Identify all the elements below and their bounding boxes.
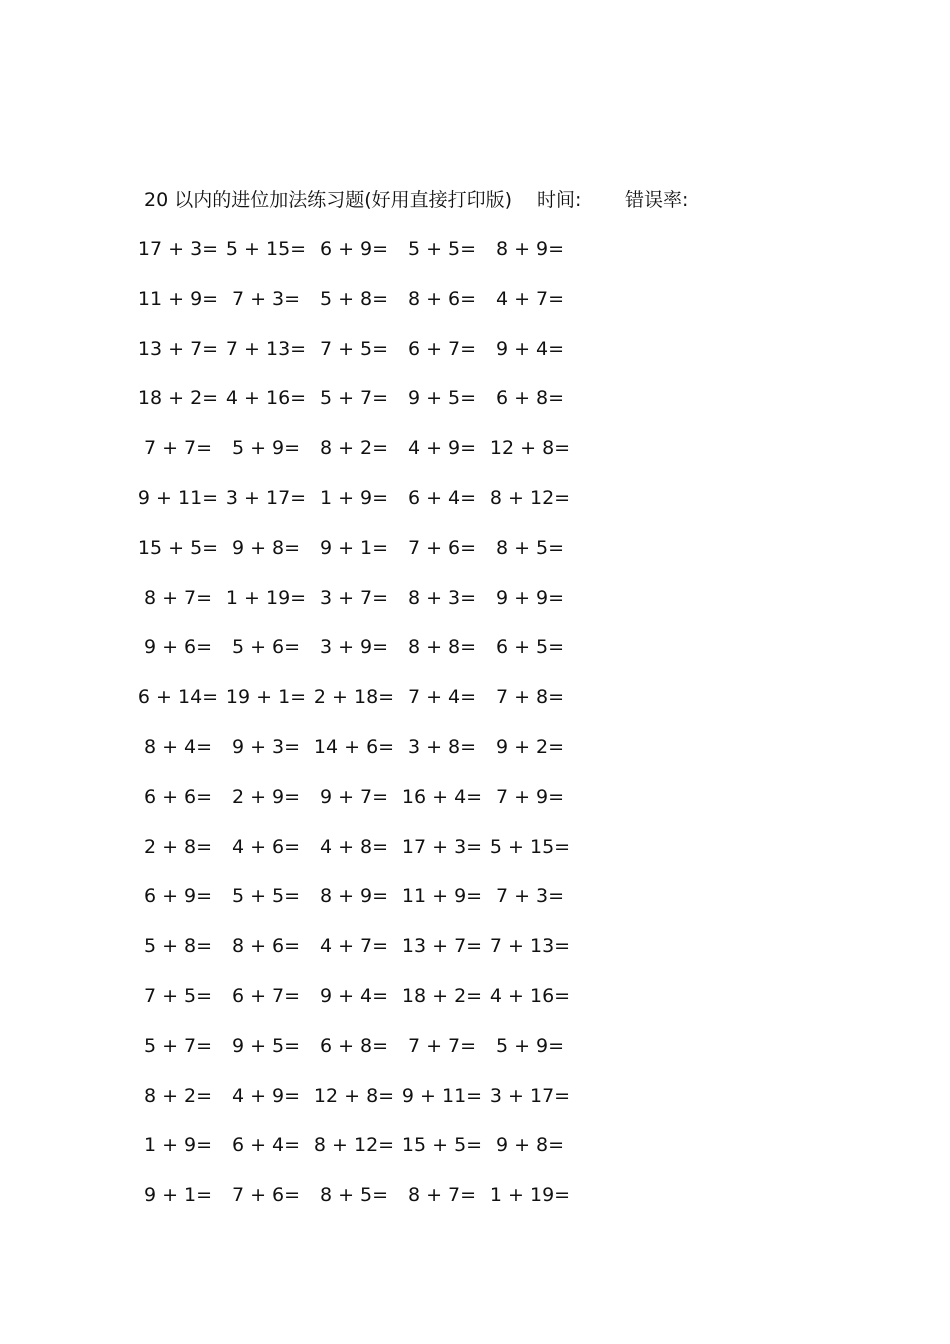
addition-problem: 7 + 13= bbox=[489, 935, 571, 958]
addition-problem: 6 + 6= bbox=[143, 785, 213, 808]
addition-problem: 9 + 11= bbox=[401, 1084, 483, 1107]
addition-problem: 4 + 8= bbox=[319, 835, 389, 858]
addition-problem: 9 + 1= bbox=[143, 1184, 213, 1207]
addition-problem: 9 + 1= bbox=[319, 536, 389, 559]
addition-problem: 6 + 9= bbox=[319, 238, 389, 260]
problem-row bbox=[130, 336, 610, 386]
addition-problem: 8 + 6= bbox=[231, 935, 301, 958]
problem-row bbox=[130, 535, 610, 585]
worksheet-title: 20 以内的进位加法练习题(好用直接打印版) bbox=[144, 189, 513, 211]
addition-problem: 4 + 16= bbox=[489, 984, 571, 1007]
addition-problem: 5 + 9= bbox=[231, 437, 301, 460]
addition-problem: 9 + 4= bbox=[495, 337, 565, 360]
addition-problem: 2 + 18= bbox=[313, 686, 395, 709]
addition-problem: 18 + 2= bbox=[401, 984, 483, 1007]
addition-problem: 1 + 19= bbox=[489, 1184, 571, 1207]
addition-problem: 7 + 3= bbox=[231, 287, 301, 310]
time-label: 时间: bbox=[537, 189, 582, 211]
addition-problem: 8 + 2= bbox=[143, 1084, 213, 1107]
addition-problem: 8 + 8= bbox=[407, 636, 477, 659]
problem-row bbox=[130, 385, 610, 435]
addition-problem: 7 + 3= bbox=[495, 885, 565, 908]
addition-problem: 6 + 14= bbox=[137, 686, 219, 709]
addition-problem: 5 + 15= bbox=[489, 835, 571, 858]
addition-problem: 6 + 7= bbox=[231, 984, 301, 1007]
addition-problem: 5 + 5= bbox=[407, 238, 477, 260]
addition-problem: 13 + 7= bbox=[401, 935, 483, 958]
addition-problem: 16 + 4= bbox=[401, 785, 483, 808]
addition-problem: 9 + 6= bbox=[143, 636, 213, 659]
addition-problem: 8 + 7= bbox=[407, 1184, 477, 1207]
addition-problem: 8 + 7= bbox=[143, 586, 213, 609]
worksheet-header bbox=[144, 186, 764, 214]
addition-problem: 18 + 2= bbox=[137, 387, 219, 410]
addition-problem: 1 + 19= bbox=[225, 586, 307, 609]
problem-row bbox=[130, 784, 610, 834]
addition-problem: 4 + 7= bbox=[319, 935, 389, 958]
addition-problem: 7 + 8= bbox=[495, 686, 565, 709]
problem-row bbox=[130, 1033, 610, 1083]
addition-problem: 15 + 5= bbox=[401, 1134, 483, 1157]
addition-problem: 6 + 9= bbox=[143, 885, 213, 908]
addition-problem: 6 + 4= bbox=[407, 486, 477, 509]
problem-grid bbox=[130, 236, 610, 1232]
addition-problem: 8 + 12= bbox=[313, 1134, 395, 1157]
addition-problem: 15 + 5= bbox=[137, 536, 219, 559]
addition-problem: 3 + 17= bbox=[225, 486, 307, 509]
addition-problem: 9 + 11= bbox=[137, 486, 219, 509]
addition-problem: 5 + 9= bbox=[495, 1034, 565, 1057]
addition-problem: 3 + 7= bbox=[319, 586, 389, 609]
addition-problem: 4 + 9= bbox=[231, 1084, 301, 1107]
addition-problem: 7 + 4= bbox=[407, 686, 477, 709]
addition-problem: 8 + 5= bbox=[495, 536, 565, 559]
addition-problem: 2 + 9= bbox=[231, 785, 301, 808]
problem-row bbox=[130, 734, 610, 784]
problem-row bbox=[130, 286, 610, 336]
addition-problem: 6 + 7= bbox=[407, 337, 477, 360]
addition-problem: 9 + 5= bbox=[231, 1034, 301, 1057]
addition-problem: 9 + 9= bbox=[495, 586, 565, 609]
addition-problem: 8 + 12= bbox=[489, 486, 571, 509]
addition-problem: 4 + 16= bbox=[225, 387, 307, 410]
addition-problem: 5 + 7= bbox=[319, 387, 389, 410]
problem-row bbox=[130, 933, 610, 983]
addition-problem: 12 + 8= bbox=[313, 1084, 395, 1107]
problem-row bbox=[130, 485, 610, 535]
addition-problem: 7 + 6= bbox=[231, 1184, 301, 1207]
addition-problem: 7 + 6= bbox=[407, 536, 477, 559]
problem-row bbox=[130, 1182, 610, 1232]
addition-problem: 11 + 9= bbox=[137, 287, 219, 310]
addition-problem: 5 + 7= bbox=[143, 1034, 213, 1057]
problem-row bbox=[130, 834, 610, 884]
addition-problem: 3 + 17= bbox=[489, 1084, 571, 1107]
addition-problem: 1 + 9= bbox=[143, 1134, 213, 1157]
addition-problem: 7 + 5= bbox=[319, 337, 389, 360]
addition-problem: 4 + 6= bbox=[231, 835, 301, 858]
addition-problem: 6 + 4= bbox=[231, 1134, 301, 1157]
addition-problem: 6 + 8= bbox=[495, 387, 565, 410]
addition-problem: 14 + 6= bbox=[313, 735, 395, 758]
addition-problem: 5 + 6= bbox=[231, 636, 301, 659]
addition-problem: 9 + 4= bbox=[319, 984, 389, 1007]
addition-problem: 12 + 8= bbox=[489, 437, 571, 460]
addition-problem: 7 + 13= bbox=[225, 337, 307, 360]
addition-problem: 4 + 9= bbox=[407, 437, 477, 460]
addition-problem: 8 + 9= bbox=[319, 885, 389, 908]
addition-problem: 8 + 6= bbox=[407, 287, 477, 310]
problem-row bbox=[130, 1083, 610, 1133]
addition-problem: 4 + 7= bbox=[495, 287, 565, 310]
addition-problem: 8 + 4= bbox=[143, 735, 213, 758]
addition-problem: 9 + 5= bbox=[407, 387, 477, 410]
addition-problem: 5 + 15= bbox=[225, 238, 307, 260]
problem-row bbox=[130, 585, 610, 635]
addition-problem: 6 + 5= bbox=[495, 636, 565, 659]
error-rate-label: 错误率: bbox=[625, 189, 689, 211]
addition-problem: 11 + 9= bbox=[401, 885, 483, 908]
addition-problem: 19 + 1= bbox=[225, 686, 307, 709]
problem-row bbox=[130, 236, 610, 286]
addition-problem: 9 + 8= bbox=[495, 1134, 565, 1157]
addition-problem: 17 + 3= bbox=[401, 835, 483, 858]
addition-problem: 3 + 8= bbox=[407, 735, 477, 758]
addition-problem: 9 + 8= bbox=[231, 536, 301, 559]
addition-problem: 2 + 8= bbox=[143, 835, 213, 858]
problem-row bbox=[130, 435, 610, 485]
addition-problem: 8 + 9= bbox=[495, 238, 565, 260]
addition-problem: 3 + 9= bbox=[319, 636, 389, 659]
problem-row bbox=[130, 634, 610, 684]
addition-problem: 7 + 5= bbox=[143, 984, 213, 1007]
addition-problem: 17 + 3= bbox=[137, 238, 219, 260]
problem-row bbox=[130, 1132, 610, 1182]
addition-problem: 5 + 8= bbox=[143, 935, 213, 958]
addition-problem: 8 + 5= bbox=[319, 1184, 389, 1207]
addition-problem: 9 + 7= bbox=[319, 785, 389, 808]
addition-problem: 7 + 7= bbox=[407, 1034, 477, 1057]
addition-problem: 9 + 2= bbox=[495, 735, 565, 758]
addition-problem: 6 + 8= bbox=[319, 1034, 389, 1057]
addition-problem: 7 + 9= bbox=[495, 785, 565, 808]
addition-problem: 9 + 3= bbox=[231, 735, 301, 758]
addition-problem: 13 + 7= bbox=[137, 337, 219, 360]
addition-problem: 7 + 7= bbox=[143, 437, 213, 460]
addition-problem: 5 + 5= bbox=[231, 885, 301, 908]
addition-problem: 8 + 2= bbox=[319, 437, 389, 460]
problem-row bbox=[130, 883, 610, 933]
problem-row bbox=[130, 983, 610, 1033]
problem-row bbox=[130, 684, 610, 734]
addition-problem: 5 + 8= bbox=[319, 287, 389, 310]
addition-problem: 1 + 9= bbox=[319, 486, 389, 509]
addition-problem: 8 + 3= bbox=[407, 586, 477, 609]
